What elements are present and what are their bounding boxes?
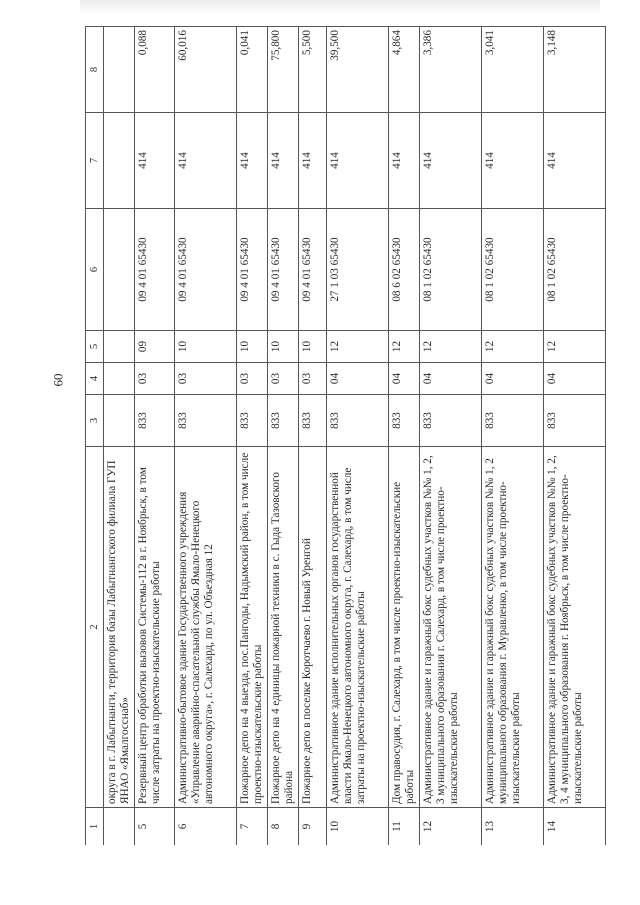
table-cell-c7: 414 (420, 113, 482, 209)
table-cell-c8: 4,864 (389, 27, 420, 113)
table-cell-n: 14 (544, 808, 606, 846)
table-cell-c3: 833 (482, 395, 544, 447)
table-container (85, 27, 640, 846)
table-cell-c5: 12 (544, 331, 606, 363)
header-cell: 3 (86, 395, 104, 447)
table-cell-c8: 3,148 (544, 27, 606, 113)
table-cell-n: 6 (175, 808, 237, 846)
table-cell-c3: 833 (135, 395, 175, 447)
table-cell-c6: 27 1 03 65430 (327, 209, 389, 331)
table-cell-name: Административно-бытовое здание Государственного учреждения «Управление аварийно-спасательной службы Ямало-Ненецкого автономного округа», г. Салехард, по ул. Объездная 12 (175, 447, 237, 808)
table-cell-n: 10 (327, 808, 389, 846)
table-cell-c6: 09 4 01 65430 (135, 209, 175, 331)
table-cell-c4: 03 (237, 363, 268, 395)
table-cell-n: 12 (420, 808, 482, 846)
table-cell-n: 8 (268, 808, 299, 846)
table-cell-name: Пожарное депо в поселке Коротчаево г. Новый Уренгой (299, 447, 327, 808)
table-cell-c3: 833 (420, 395, 482, 447)
table-cell-c8 (104, 27, 135, 113)
table-cell-n (104, 808, 135, 846)
table-cell-c6: 09 4 01 65430 (237, 209, 268, 331)
table-cell-c6 (104, 209, 135, 331)
header-cell: 4 (86, 363, 104, 395)
table-cell-c3: 833 (327, 395, 389, 447)
table-cell-name: Административное здание и гаражный бокс судебных участков №№ 1, 2, 3, 4 муниципального образования г. Ноябрьск, в том числе проектно-изыскательские работы (544, 447, 606, 808)
table-cell-c7: 414 (544, 113, 606, 209)
table-row (237, 27, 268, 846)
table-cell-c3: 833 (175, 395, 237, 447)
table-cell-c3: 833 (544, 395, 606, 447)
table-cell-c5: 12 (482, 331, 544, 363)
table-cell-c7: 414 (175, 113, 237, 209)
table-cell-c4: 03 (135, 363, 175, 395)
table-row (544, 27, 606, 846)
header-cell: 1 (86, 808, 104, 846)
page-bottom-margin (0, 845, 640, 905)
table-cell-name: Административное здание и гаражный бокс судебных участков №№ 1, 2, 3 муниципального образования г. Салехард, в том числе проектно-изыскательские работы (420, 447, 482, 808)
table-cell-c5: 10 (299, 331, 327, 363)
table-cell-c7: 414 (268, 113, 299, 209)
table-cell-n: 5 (135, 808, 175, 846)
header-cell: 2 (86, 447, 104, 808)
table-cell-c4: 04 (420, 363, 482, 395)
table-cell-name: Резервный центр обработки вызовов Системы-112 в г. Ноябрьск, в том числе затраты на проектно-изыскательские работы (135, 447, 175, 808)
page-number: 60 (50, 373, 66, 387)
table-row (327, 27, 389, 846)
table-cell-c7: 414 (389, 113, 420, 209)
table-cell-c7: 414 (327, 113, 389, 209)
table-cell-c8: 3,386 (420, 27, 482, 113)
table-cell-name: округа в г. Лабытнанги, территория базы Лабытнангского филиала ГУП ЯНАО «Ямалгосснаб» (104, 447, 135, 808)
table-cell-c5: 10 (175, 331, 237, 363)
table-row (482, 27, 544, 846)
rotated-page-content (85, 27, 615, 846)
table-cell-c5: 12 (327, 331, 389, 363)
table-cell-c8: 0,041 (237, 27, 268, 113)
table-cell-c3: 833 (268, 395, 299, 447)
table-cell-name: Пожарное депо на 4 единицы пожарной техники в с. Гыда Тазовского района (268, 447, 299, 808)
table-cell-c7 (104, 113, 135, 209)
table-cell-c6: 08 1 02 65430 (544, 209, 606, 331)
table-cell-c8: 39,500 (327, 27, 389, 113)
header-row (86, 27, 104, 846)
table-cell-name: Пожарное депо на 4 выезда, пос.Пангоды, Надымский район, в том числе проектно-изыскательские работы (237, 447, 268, 808)
table-row (175, 27, 237, 846)
table-cell-c6: 08 1 02 65430 (420, 209, 482, 331)
table-cell-c7: 414 (482, 113, 544, 209)
table-cell-c4: 03 (175, 363, 237, 395)
table-cell-c4: 04 (389, 363, 420, 395)
budget-table (85, 26, 606, 846)
table-cell-c3: 833 (299, 395, 327, 447)
header-cell: 5 (86, 331, 104, 363)
table-cell-name: Административное здание и гаражный бокс судебных участков №№ 1, 2 муниципального образования г. Муравленко, в том числе проектно-изыскательские работы (482, 447, 544, 808)
table-row (420, 27, 482, 846)
table-row (135, 27, 175, 846)
table-cell-c4: 03 (268, 363, 299, 395)
table-cell-c5: 10 (237, 331, 268, 363)
table-cell-c5: 12 (420, 331, 482, 363)
table-cell-c4: 04 (544, 363, 606, 395)
table-cell-name: Административное здание исполнительных органов государственной власти Ямало-Ненецкого автономного округа, г. Салехард, в том числе затраты на проектно-изыскательские работы (327, 447, 389, 808)
table-cell-c5 (104, 331, 135, 363)
table-cell-c7: 414 (237, 113, 268, 209)
scan-shadow (80, 0, 600, 14)
table-cell-c8: 5,500 (299, 27, 327, 113)
table-row (104, 27, 135, 846)
table-cell-name: Дом правосудия, г. Салехард, в том числе проектно-изыскательские работы (389, 447, 420, 808)
table-cell-c8: 60,016 (175, 27, 237, 113)
table-cell-c7: 414 (135, 113, 175, 209)
table-cell-n: 9 (299, 808, 327, 846)
table-cell-c8: 75,800 (268, 27, 299, 113)
table-cell-c3: 833 (237, 395, 268, 447)
table-cell-c6: 08 6 02 65430 (389, 209, 420, 331)
table-cell-c8: 3,041 (482, 27, 544, 113)
table-row (268, 27, 299, 846)
table-row (299, 27, 327, 846)
table-cell-c3 (104, 395, 135, 447)
table-cell-c6: 09 4 01 65430 (268, 209, 299, 331)
table-cell-c3: 833 (389, 395, 420, 447)
table-cell-c4 (104, 363, 135, 395)
table-cell-c5: 12 (389, 331, 420, 363)
table-cell-c5: 09 (135, 331, 175, 363)
table-cell-n: 11 (389, 808, 420, 846)
table-row (389, 27, 420, 846)
table-cell-c4: 04 (327, 363, 389, 395)
table-cell-c4: 04 (482, 363, 544, 395)
table-cell-n: 13 (482, 808, 544, 846)
table-cell-c8: 0,088 (135, 27, 175, 113)
table-cell-n: 7 (237, 808, 268, 846)
header-cell: 7 (86, 113, 104, 209)
header-cell: 6 (86, 209, 104, 331)
table-cell-c6: 09 4 01 65430 (299, 209, 327, 331)
table-cell-c6: 08 1 02 65430 (482, 209, 544, 331)
table-cell-c5: 10 (268, 331, 299, 363)
header-cell: 8 (86, 27, 104, 113)
table-cell-c4: 03 (299, 363, 327, 395)
table-cell-c6: 09 4 01 65430 (175, 209, 237, 331)
table-cell-c7: 414 (299, 113, 327, 209)
